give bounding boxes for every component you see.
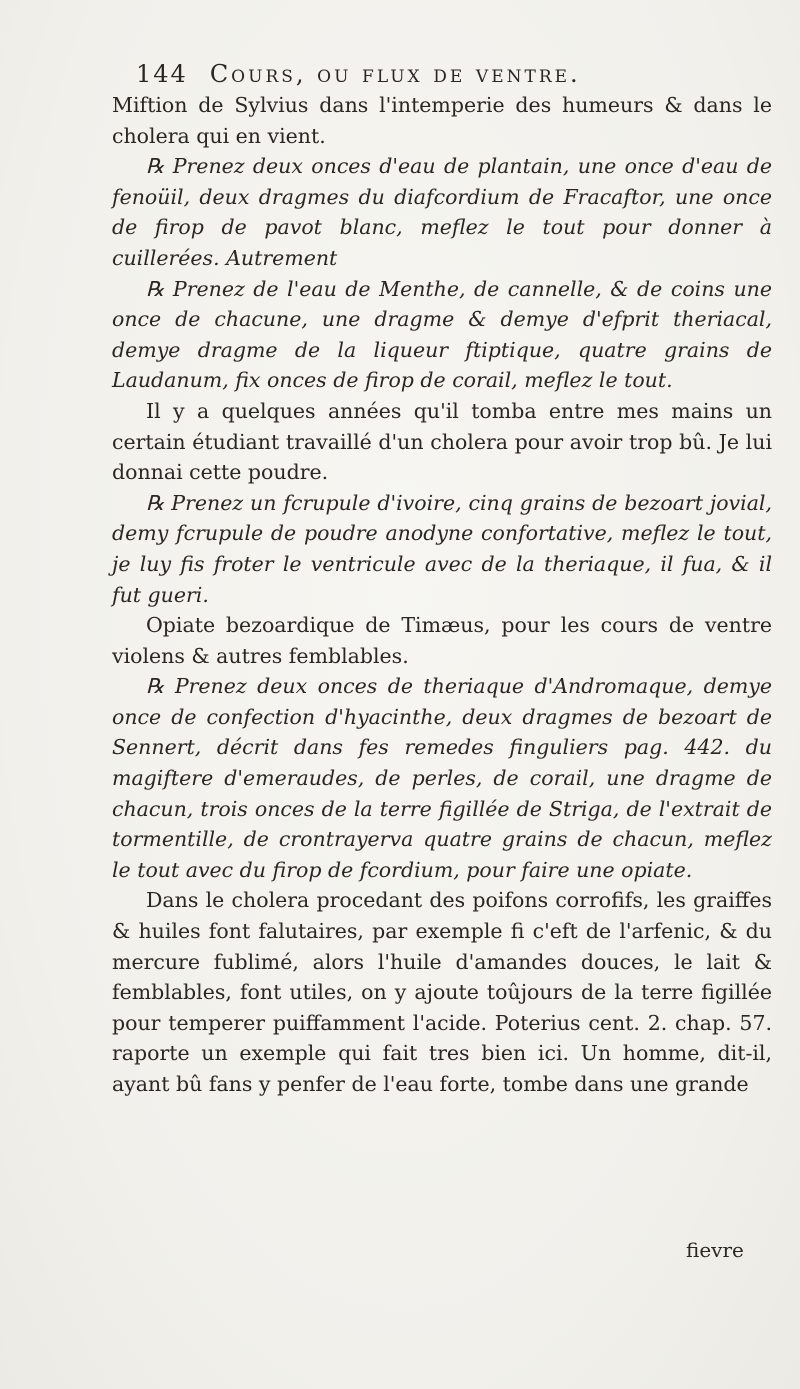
recipe-paragraph: ℞ Prenez de l'eau de Menthe, de cannelle, & de coins une once de chacune, une dragme & demye d'efprit theriacal, demye dragme de la liqueur ftiptique, quatre grains de Laudanum, fix onces de firop de corail, meflez le tout. <box>112 276 772 393</box>
paragraph: Miftion de Sylvius dans l'intemperie des humeurs & dans le cholera qui en vient. <box>112 93 772 148</box>
recipe-paragraph: ℞ Prenez deux onces d'eau de plantain, une once d'eau de fenoüil, deux dragmes du diafcordium de Fracaftor, une once de firop de pavot blanc, meflez le tout pour donner à cuillerées. Autrement <box>112 154 772 270</box>
page-body <box>112 90 772 1100</box>
recipe-paragraph: ℞ Prenez un fcrupule d'ivoire, cinq grains de bezoart jovial, demy fcrupule de poudre anodyne confortative, meflez le tout, je luy fis froter le ventricule avec de la theriaque, il fua, & il fut gueri. <box>112 490 772 607</box>
paragraph: Opiate bezoardique de Timæus, pour les cours de ventre violens & autres femblables. <box>112 613 772 668</box>
running-header <box>136 60 776 88</box>
page-number: 144 <box>136 60 188 88</box>
running-title: Cours, ou flux de ventre. <box>209 60 581 88</box>
paragraph: Dans le cholera procedant des poifons corrofifs, les graiffes & huiles font falutaires, par exemple fi c'eft de l'arfenic, & du mercure fublimé, alors l'huile d'amandes douces, le lait & femblables, font utiles, on y ajoute toûjours de la terre figillée pour temperer puiffamment l'acide. Poterius cent. 2. chap. 57. raporte un exemple qui fait tres bien ici. Un homme, dit-il, ayant bû fans y penfer de l'eau forte, tombe dans une grande <box>112 888 772 1096</box>
recipe-paragraph: ℞ Prenez deux onces de theriaque d'Andromaque, demye once de confection d'hyacinthe, deux dragmes de bezoart de Sennert, décrit dans fes remedes finguliers pag. 442. du magiftere d'emeraudes, de perles, de corail, une dragme de chacun, trois onces de la terre figillée de Striga, de l'extrait de tormentille, de crontrayerva quatre grains de chacun, meflez le tout avec du firop de fcordium, pour faire une opiate. <box>112 674 772 882</box>
paragraph: Il y a quelques années qu'il tomba entre mes mains un certain étudiant travaillé d'un cholera pour avoir trop bû. Je lui donnai cette poudre. <box>112 398 772 485</box>
catchword: fievre <box>686 1238 744 1262</box>
